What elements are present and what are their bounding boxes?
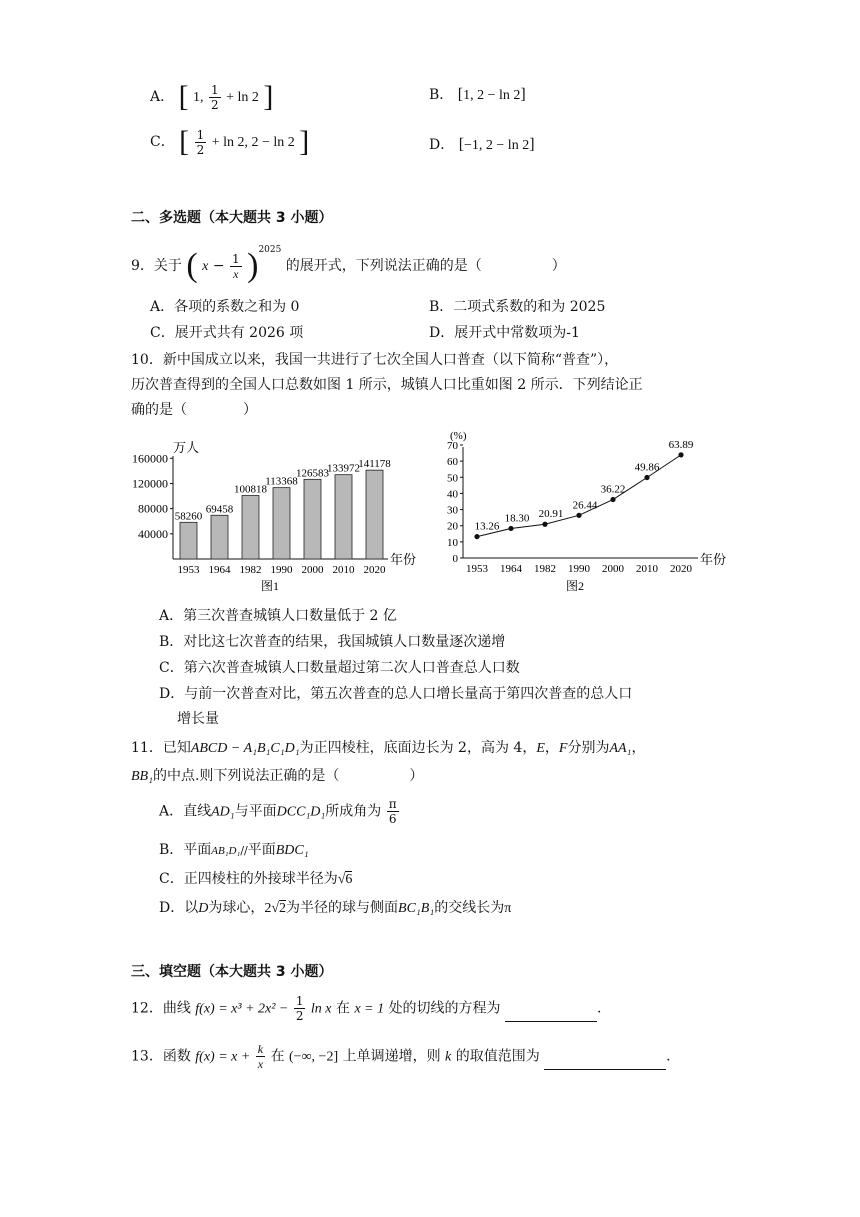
bar <box>335 475 352 559</box>
population-bar-chart <box>126 433 426 595</box>
right-bracket: ] <box>529 136 535 153</box>
data-point <box>644 475 649 480</box>
math-text: (−∞, −2] <box>289 1049 339 1065</box>
math-var: k <box>445 1049 452 1065</box>
x-axis-label: 年份 <box>700 552 727 567</box>
option-text: D．以 <box>159 900 199 916</box>
question-13 <box>131 1043 671 1070</box>
option-text: 为球心， <box>208 900 265 916</box>
x-tick-label: 2020 <box>670 563 692 575</box>
left-paren: ( <box>186 247 198 284</box>
bar-value-label: 113368 <box>265 475 298 488</box>
bar <box>211 515 228 559</box>
math-text: −1, 2 − ln 2 <box>464 138 530 153</box>
fraction: $\frac{k}{x}$ <box>257 1042 264 1071</box>
data-point <box>678 452 683 457</box>
math-var: E <box>536 741 545 756</box>
point-value-label: 13.26 <box>474 520 500 533</box>
point-value-label: 49.86 <box>634 461 660 474</box>
y-tick-label: 0 <box>452 553 458 565</box>
answer-blank[interactable] <box>505 1005 597 1022</box>
exponent: 2025 <box>258 245 282 256</box>
question-11-line1 <box>131 737 645 757</box>
bar-value-label: 141178 <box>358 458 391 471</box>
data-point <box>610 497 615 502</box>
math-op: − <box>212 258 225 274</box>
right-bracket: ] <box>263 80 274 113</box>
right-paren: ) <box>247 247 259 284</box>
q10-option-d-cont: 增长量 <box>177 711 219 727</box>
option-text: 的交线长为 <box>434 900 505 916</box>
option-label: B． <box>429 87 454 103</box>
question-text: 在 <box>335 1000 350 1017</box>
math-text: x = 1 <box>354 1001 385 1017</box>
question-10-line1: 10．新中国成立以来，我国一共进行了七次全国人口普查（以下简称“普查”）， <box>131 352 619 368</box>
question-number: 12．曲线 <box>131 1000 191 1017</box>
bar <box>366 470 383 559</box>
math-op: // <box>240 844 248 857</box>
x-tick-label: 1990 <box>568 563 590 575</box>
bar-value-label: 133972 <box>327 462 360 475</box>
q8-option-b[interactable] <box>429 84 526 104</box>
punct: . <box>666 1048 671 1065</box>
punct: . <box>597 1000 602 1017</box>
option-text: 所成角为 <box>325 803 382 820</box>
question-text: 的取值范围为 <box>455 1048 540 1065</box>
data-point <box>542 522 547 527</box>
option-text: B．平面 <box>159 842 212 858</box>
x-tick-label: 2000 <box>602 563 624 575</box>
punct: ， <box>544 740 559 756</box>
bar-value-label: 100818 <box>234 483 267 496</box>
q9-option-b[interactable]: B．二项式系数的和为 2025 <box>429 299 606 315</box>
x-tick-label: 2000 <box>301 564 324 576</box>
x-tick-label: 1964 <box>208 564 231 576</box>
question-text: 处的切线的方程为 <box>388 1000 501 1017</box>
q9-option-d[interactable]: D．展开式中常数项为-1 <box>429 325 580 341</box>
question-12 <box>131 995 601 1022</box>
bar <box>242 496 259 559</box>
option-label: D． <box>429 137 455 153</box>
y-tick-label: 50 <box>447 472 458 485</box>
x-tick-label: 1990 <box>270 564 293 576</box>
bar <box>304 479 321 559</box>
y-tick-label: 30 <box>447 504 458 517</box>
chart-caption: 图2 <box>566 579 585 593</box>
x-axis-label: 年份 <box>390 552 417 567</box>
math-text: AD₁ <box>211 804 235 820</box>
q10-option-b[interactable]: B．对比这七次普查的结果，我国城镇人口数量逐次递增 <box>159 634 506 650</box>
math-text: BDC₁ <box>275 843 309 858</box>
point-value-label: 36.22 <box>600 483 626 496</box>
y-axis-label: 万人 <box>173 440 200 455</box>
point-value-label: 18.30 <box>504 512 530 525</box>
point-value-label: 63.89 <box>668 438 694 451</box>
question-text: 为正四棱柱，底面边长为 2，高为 4， <box>299 740 537 756</box>
option-text: A．直线 <box>159 803 212 820</box>
math-text: f(x) = x + <box>195 1049 251 1065</box>
math-text: 2 <box>279 901 287 916</box>
q10-option-a[interactable]: A．第三次普查城镇人口数量低于 2 亿 <box>159 608 397 624</box>
q11-option-a[interactable] <box>159 798 400 825</box>
y-tick-label: 120000 <box>132 476 168 491</box>
bar <box>273 488 290 559</box>
math-text: AB₁D₁ <box>211 845 241 857</box>
math-var: x <box>202 259 209 274</box>
data-point <box>508 526 513 531</box>
math-text: + ln 2, 2 − ln 2 <box>211 135 295 150</box>
answer-blank[interactable] <box>544 1053 666 1070</box>
math-text: + ln 2 <box>226 90 259 105</box>
math-text: BC₁B₁ <box>398 901 435 916</box>
x-tick-label: 1982 <box>534 563 556 575</box>
chart-caption: 图1 <box>261 579 280 593</box>
q9-option-a[interactable]: A．各项的系数之和为 0 <box>150 299 300 315</box>
math-text: ABCD − A₁B₁C₁D₁ <box>190 741 300 756</box>
section-title-fill: 三、填空题（本大题共 3 小题） <box>131 964 333 980</box>
point-value-label: 26.44 <box>572 499 598 512</box>
y-tick-label: 70 <box>447 440 458 452</box>
question-number: 11．已知 <box>131 740 191 756</box>
y-tick-label: 20 <box>447 520 458 533</box>
question-10-line3: 确的是（ ） <box>131 402 257 418</box>
sqrt-symbol: √ <box>271 901 280 916</box>
left-bracket: [ <box>457 86 464 103</box>
y-tick-label: 80000 <box>138 501 168 516</box>
left-bracket: [ <box>179 125 190 158</box>
punct: ， <box>631 740 646 756</box>
fraction: $\frac{1}{2}$ <box>196 127 205 157</box>
math-text: π <box>504 901 512 916</box>
math-text: 1, 2 − ln 2 <box>463 88 521 103</box>
q11-option-c[interactable] <box>159 868 352 888</box>
math-text: AA₁ <box>609 741 632 756</box>
q8-option-d[interactable] <box>429 134 535 154</box>
point-value-label: 20.91 <box>538 508 564 521</box>
math-var: F <box>558 741 568 756</box>
option-text: 与平面 <box>234 803 277 820</box>
y-tick-label: 160000 <box>132 451 168 466</box>
q9-option-c[interactable]: C．展开式共有 2026 项 <box>150 325 304 341</box>
left-bracket: [ <box>458 136 465 153</box>
math-text: 1, <box>193 90 204 105</box>
sqrt-symbol: √ <box>337 872 346 887</box>
right-bracket: ] <box>520 86 526 103</box>
x-tick-label: 2010 <box>332 564 355 576</box>
math-text: ln x <box>310 1001 332 1017</box>
y-axis-label: (%) <box>450 430 467 442</box>
question-9 <box>131 247 566 285</box>
bar-value-label: 58260 <box>174 510 203 523</box>
right-bracket: ] <box>299 125 310 158</box>
bar-value-label: 69458 <box>205 503 234 516</box>
question-text: 的中点.则下列说法正确的是（ ） <box>152 768 424 784</box>
section-title-multi: 二、多选题（本大题共 3 小题） <box>131 210 333 226</box>
y-tick-label: 40000 <box>138 526 168 541</box>
question-11-line2 <box>131 765 423 785</box>
math-text: 2 <box>264 901 272 916</box>
option-text: 为半径的球与侧面 <box>286 900 399 916</box>
q10-option-d[interactable]: D．与前一次普查对比，第五次普查的总人口增长量高于第四次普查的总人口 <box>159 686 633 702</box>
option-label: C． <box>150 134 175 150</box>
x-tick-label: 1953 <box>177 564 200 576</box>
fraction: $\frac{1}{x}$ <box>232 251 240 281</box>
y-tick-label: 10 <box>447 536 458 549</box>
data-point <box>576 513 581 518</box>
math-text: 6 <box>345 872 353 887</box>
math-text: BB₁ <box>131 769 153 784</box>
q11-option-d[interactable] <box>159 897 511 917</box>
math-text: DCC₁D₁ <box>276 804 326 820</box>
question-text: 在 <box>270 1048 285 1065</box>
q8-option-c[interactable] <box>150 125 309 159</box>
question-10-line2: 历次普查得到的全国人口总数如图 1 所示，城镇人口比重如图 2 所示．下列结论正 <box>131 377 643 393</box>
x-tick-label: 2010 <box>636 563 658 575</box>
bar <box>180 522 197 559</box>
x-tick-label: 2020 <box>363 564 386 576</box>
question-text: 的展开式，下列说法正确的是（ ） <box>285 258 566 274</box>
urban-ratio-line-chart <box>440 425 740 595</box>
x-tick-label: 1964 <box>500 563 522 575</box>
x-tick-label: 1982 <box>239 564 262 576</box>
x-tick-label: 1953 <box>466 563 488 575</box>
question-text: 上单调递增，则 <box>342 1048 441 1065</box>
question-text: 分别为 <box>567 740 610 756</box>
option-label: A． <box>150 89 175 105</box>
y-tick-label: 60 <box>447 456 458 469</box>
q8-option-a[interactable] <box>150 80 273 114</box>
fraction: $\frac{\pi}{6}$ <box>388 797 397 826</box>
left-bracket: [ <box>178 80 189 113</box>
option-text: 平面 <box>247 842 276 858</box>
question-number: 9．关于 <box>131 258 182 274</box>
fraction: $\frac{1}{2}$ <box>295 994 304 1023</box>
q10-option-c[interactable]: C．第六次普查城镇人口数量超过第二次人口普查总人口数 <box>159 660 520 676</box>
data-point <box>474 534 479 539</box>
q11-option-b[interactable] <box>159 839 309 859</box>
option-text: C．正四棱柱的外接球半径为 <box>159 871 338 887</box>
bar-value-label: 126583 <box>296 467 329 480</box>
fraction: $\frac{1}{2}$ <box>210 82 219 112</box>
math-var: D <box>198 901 209 916</box>
y-tick-label: 40 <box>447 488 458 501</box>
math-text: f(x) = x³ + 2x² − <box>195 1001 289 1017</box>
question-number: 13．函数 <box>131 1048 191 1065</box>
